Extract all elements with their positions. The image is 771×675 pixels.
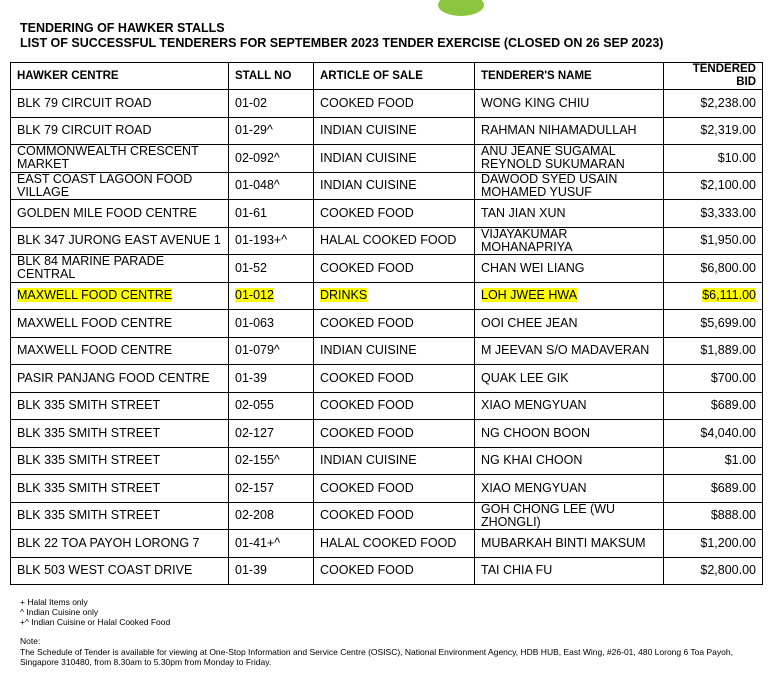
- document-title: [20, 21, 663, 51]
- cell-hawker-centre-text: EAST COAST LAGOON FOOD VILLAGE: [17, 172, 193, 199]
- cell-stall-no: [229, 337, 314, 365]
- table-row: [11, 227, 763, 255]
- cell-tendered-bid-text: $689.00: [710, 398, 756, 413]
- cell-stall-no-text: 01-063: [235, 315, 274, 330]
- cell-tenderer-name: [475, 365, 664, 393]
- cell-article-of-sale-text: COOKED FOOD: [320, 508, 414, 523]
- cell-tendered-bid: [664, 530, 763, 558]
- cell-article-of-sale: [314, 365, 475, 393]
- title-line-1: TENDERING OF HAWKER STALLS: [20, 21, 225, 35]
- cell-stall-no-text: 01-61: [235, 205, 267, 220]
- cell-stall-no: [229, 557, 314, 585]
- cell-tenderer-name: [475, 255, 664, 283]
- cell-tendered-bid-text: $2,800.00: [700, 563, 756, 578]
- cell-tenderer-name: [475, 117, 664, 145]
- cell-tenderer-name-text: XIAO MENGYUAN: [481, 398, 587, 413]
- note: [20, 636, 750, 668]
- cell-article-of-sale: [314, 117, 475, 145]
- cell-tenderer-name-text: WONG KING CHIU: [481, 95, 590, 110]
- table-row: [11, 117, 763, 145]
- cell-hawker-centre: [11, 502, 229, 530]
- cell-hawker-centre: [11, 365, 229, 393]
- cell-tenderer-name: [475, 475, 664, 503]
- header-stall-no: STALL NO: [229, 63, 314, 90]
- cell-tendered-bid-text: $6,111.00: [702, 288, 756, 303]
- cell-stall-no-text: 01-29^: [235, 123, 273, 138]
- cell-tendered-bid-text: $3,333.00: [700, 205, 756, 220]
- cell-tenderer-name: [475, 392, 664, 420]
- cell-tenderer-name: [475, 90, 664, 118]
- cell-stall-no: [229, 227, 314, 255]
- cell-tenderer-name-text: MUBARKAH BINTI MAKSUM: [481, 535, 646, 550]
- cell-tendered-bid-text: $10.00: [717, 150, 756, 165]
- cell-tenderer-name: [475, 282, 664, 310]
- cell-stall-no: [229, 447, 314, 475]
- cell-hawker-centre-text: BLK 22 TOA PAYOH LORONG 7: [17, 535, 200, 550]
- cell-stall-no-text: 02-127: [235, 425, 274, 440]
- cell-article-of-sale: [314, 420, 475, 448]
- cell-hawker-centre: [11, 282, 229, 310]
- cell-article-of-sale: [314, 145, 475, 173]
- cell-tendered-bid-text: $2,100.00: [700, 178, 756, 193]
- cell-article-of-sale-text: COOKED FOOD: [320, 315, 414, 330]
- cell-article-of-sale-text: INDIAN CUISINE: [320, 123, 417, 138]
- table-row: [11, 200, 763, 228]
- cell-stall-no: [229, 172, 314, 200]
- cell-hawker-centre-text: BLK 503 WEST COAST DRIVE: [17, 563, 193, 578]
- cell-stall-no-text: 01-39: [235, 370, 267, 385]
- legend: [20, 597, 170, 628]
- cell-hawker-centre: [11, 337, 229, 365]
- cell-tendered-bid: [664, 227, 763, 255]
- cell-tenderer-name: [475, 172, 664, 200]
- cell-article-of-sale: [314, 227, 475, 255]
- tenderers-table: [10, 62, 763, 585]
- cell-stall-no: [229, 365, 314, 393]
- cell-hawker-centre: [11, 145, 229, 173]
- table-row: [11, 530, 763, 558]
- cell-article-of-sale-text: HALAL COOKED FOOD: [320, 535, 457, 550]
- cell-hawker-centre: [11, 172, 229, 200]
- cell-tendered-bid-text: $689.00: [710, 480, 756, 495]
- cell-tendered-bid: [664, 145, 763, 173]
- cell-hawker-centre-text: BLK 79 CIRCUIT ROAD: [17, 95, 152, 110]
- cell-stall-no: [229, 475, 314, 503]
- cell-tenderer-name: [475, 420, 664, 448]
- cell-tendered-bid-text: $2,319.00: [700, 123, 756, 138]
- cell-article-of-sale: [314, 200, 475, 228]
- cell-tenderer-name-text: OOI CHEE JEAN: [481, 315, 578, 330]
- cell-hawker-centre: [11, 557, 229, 585]
- cell-tendered-bid: [664, 255, 763, 283]
- cell-stall-no: [229, 200, 314, 228]
- decorative-logo-shape: [438, 0, 484, 16]
- legend-indian-or-halal: +^ Indian Cuisine or Halal Cooked Food: [20, 617, 171, 628]
- cell-hawker-centre: [11, 227, 229, 255]
- cell-tendered-bid-text: $888.00: [710, 508, 756, 523]
- table-row: [11, 90, 763, 118]
- cell-article-of-sale-text: COOKED FOOD: [320, 370, 414, 385]
- cell-tendered-bid: [664, 337, 763, 365]
- note-label: Note:: [20, 636, 41, 646]
- cell-stall-no-text: 01-52: [235, 260, 267, 275]
- cell-stall-no: [229, 530, 314, 558]
- cell-tendered-bid-text: $4,040.00: [700, 425, 756, 440]
- cell-stall-no: [229, 420, 314, 448]
- cell-hawker-centre: [11, 530, 229, 558]
- cell-article-of-sale-text: INDIAN CUISINE: [320, 453, 417, 468]
- cell-tendered-bid: [664, 475, 763, 503]
- cell-tenderer-name: [475, 337, 664, 365]
- cell-hawker-centre: [11, 117, 229, 145]
- cell-hawker-centre: [11, 90, 229, 118]
- cell-article-of-sale: [314, 172, 475, 200]
- cell-article-of-sale: [314, 447, 475, 475]
- cell-tendered-bid: [664, 200, 763, 228]
- cell-tendered-bid: [664, 90, 763, 118]
- note-text: The Schedule of Tender is available for viewing at One-Stop Information and Service Centre (OSISC), National Environment Agency, HDB HUB, East Wing, #26-01, 480 Lorong 6 Toa Payoh, Singapore 310480, from 8.30am to 5.30pm from Monday to Friday.: [20, 646, 733, 668]
- cell-tenderer-name: [475, 227, 664, 255]
- cell-tenderer-name: [475, 310, 664, 338]
- cell-hawker-centre-text: MAXWELL FOOD CENTRE: [17, 343, 173, 358]
- cell-tenderer-name-text: GOH CHONG LEE (WU ZHONGLI): [481, 502, 616, 529]
- cell-stall-no-text: 02-055: [235, 398, 274, 413]
- cell-stall-no-text: 02-092^: [235, 150, 280, 165]
- cell-tendered-bid-text: $1,889.00: [700, 343, 756, 358]
- cell-tendered-bid: [664, 172, 763, 200]
- table-row: [11, 255, 763, 283]
- table-row: [11, 365, 763, 393]
- header-tenderer-name: TENDERER'S NAME: [475, 63, 664, 90]
- cell-stall-no-text: 01-079^: [235, 343, 280, 358]
- cell-stall-no-text: 02-208: [235, 508, 274, 523]
- cell-stall-no-text: 01-012: [235, 288, 274, 303]
- cell-hawker-centre-text: BLK 335 SMITH STREET: [17, 425, 161, 440]
- cell-tenderer-name: [475, 557, 664, 585]
- cell-hawker-centre: [11, 447, 229, 475]
- cell-article-of-sale: [314, 392, 475, 420]
- table-row: [11, 475, 763, 503]
- table-row: [11, 420, 763, 448]
- cell-stall-no: [229, 145, 314, 173]
- table-row: [11, 392, 763, 420]
- header-tendered-bid: TENDERED BID: [664, 63, 763, 90]
- cell-tendered-bid: [664, 557, 763, 585]
- cell-hawker-centre: [11, 392, 229, 420]
- cell-article-of-sale: [314, 530, 475, 558]
- cell-article-of-sale-text: INDIAN CUISINE: [320, 343, 417, 358]
- cell-tenderer-name-text: ANU JEANE SUGAMAL REYNOLD SUKUMARAN: [481, 144, 625, 172]
- cell-stall-no-text: 02-155^: [235, 453, 280, 468]
- cell-stall-no: [229, 255, 314, 283]
- cell-hawker-centre-text: BLK 335 SMITH STREET: [17, 398, 161, 413]
- cell-stall-no: [229, 310, 314, 338]
- cell-hawker-centre-text: MAXWELL FOOD CENTRE: [17, 288, 173, 303]
- cell-tenderer-name-text: TAN JIAN XUN: [481, 205, 566, 220]
- cell-tendered-bid-text: $1.00: [724, 453, 756, 468]
- cell-tenderer-name-text: CHAN WEI LIANG: [481, 260, 585, 275]
- cell-stall-no-text: 01-193+^: [235, 233, 288, 248]
- cell-stall-no-text: 02-157: [235, 480, 274, 495]
- cell-article-of-sale-text: INDIAN CUISINE: [320, 150, 417, 165]
- cell-article-of-sale-text: COOKED FOOD: [320, 425, 414, 440]
- cell-tenderer-name-text: DAWOOD SYED USAIN MOHAMED YUSUF: [481, 172, 618, 199]
- cell-article-of-sale: [314, 337, 475, 365]
- cell-tendered-bid-text: $5,699.00: [700, 315, 756, 330]
- cell-tenderer-name: [475, 200, 664, 228]
- cell-tenderer-name: [475, 447, 664, 475]
- cell-article-of-sale: [314, 282, 475, 310]
- cell-article-of-sale: [314, 502, 475, 530]
- header-article-of-sale: ARTICLE OF SALE: [314, 63, 475, 90]
- cell-article-of-sale-text: COOKED FOOD: [320, 563, 414, 578]
- cell-tenderer-name: [475, 502, 664, 530]
- cell-article-of-sale-text: DRINKS: [320, 288, 368, 303]
- cell-tendered-bid-text: $6,800.00: [700, 260, 756, 275]
- table-header-row: [11, 63, 763, 90]
- table-row: [11, 282, 763, 310]
- table-row: [11, 447, 763, 475]
- cell-hawker-centre-text: BLK 335 SMITH STREET: [17, 480, 161, 495]
- cell-tenderer-name: [475, 530, 664, 558]
- cell-hawker-centre-text: GOLDEN MILE FOOD CENTRE: [17, 205, 197, 220]
- cell-tenderer-name-text: LOH JWEE HWA: [481, 288, 578, 303]
- cell-article-of-sale: [314, 310, 475, 338]
- cell-tendered-bid: [664, 502, 763, 530]
- cell-stall-no: [229, 90, 314, 118]
- cell-tenderer-name: [475, 145, 664, 173]
- legend-indian: ^ Indian Cuisine only: [20, 607, 99, 618]
- cell-tendered-bid: [664, 117, 763, 145]
- cell-article-of-sale-text: COOKED FOOD: [320, 260, 414, 275]
- cell-article-of-sale: [314, 475, 475, 503]
- cell-tendered-bid-text: $2,238.00: [700, 95, 756, 110]
- cell-stall-no-text: 01-048^: [235, 178, 280, 193]
- cell-tenderer-name-text: M JEEVAN S/O MADAVERAN: [481, 343, 650, 358]
- cell-tendered-bid: [664, 392, 763, 420]
- cell-tendered-bid: [664, 310, 763, 338]
- cell-article-of-sale: [314, 255, 475, 283]
- cell-tendered-bid-text: $700.00: [710, 370, 756, 385]
- cell-hawker-centre-text: BLK 347 JURONG EAST AVENUE 1: [17, 233, 221, 248]
- cell-article-of-sale-text: COOKED FOOD: [320, 480, 414, 495]
- header-hawker-centre: HAWKER CENTRE: [11, 63, 229, 90]
- cell-tenderer-name-text: NG CHOON BOON: [481, 425, 591, 440]
- cell-tendered-bid-text: $1,200.00: [700, 535, 756, 550]
- cell-tendered-bid-text: $1,950.00: [700, 233, 756, 248]
- cell-stall-no: [229, 282, 314, 310]
- cell-article-of-sale: [314, 557, 475, 585]
- cell-article-of-sale-text: COOKED FOOD: [320, 398, 414, 413]
- cell-article-of-sale-text: INDIAN CUISINE: [320, 178, 417, 193]
- cell-tenderer-name-text: NG KHAI CHOON: [481, 453, 583, 468]
- cell-tenderer-name-text: RAHMAN NIHAMADULLAH: [481, 123, 637, 138]
- cell-hawker-centre-text: PASIR PANJANG FOOD CENTRE: [17, 370, 210, 385]
- cell-stall-no-text: 01-41+^: [235, 535, 281, 550]
- cell-hawker-centre: [11, 255, 229, 283]
- cell-tendered-bid: [664, 282, 763, 310]
- cell-tenderer-name-text: TAI CHIA FU: [481, 563, 553, 578]
- cell-tendered-bid: [664, 447, 763, 475]
- cell-hawker-centre-text: MAXWELL FOOD CENTRE: [17, 315, 173, 330]
- cell-article-of-sale-text: HALAL COOKED FOOD: [320, 233, 457, 248]
- cell-stall-no: [229, 502, 314, 530]
- cell-hawker-centre: [11, 420, 229, 448]
- cell-hawker-centre-text: BLK 335 SMITH STREET: [17, 453, 161, 468]
- cell-article-of-sale-text: COOKED FOOD: [320, 205, 414, 220]
- cell-hawker-centre-text: BLK 335 SMITH STREET: [17, 508, 161, 523]
- cell-hawker-centre-text: BLK 84 MARINE PARADE CENTRAL: [17, 254, 165, 282]
- cell-hawker-centre: [11, 200, 229, 228]
- cell-tenderer-name-text: QUAK LEE GIK: [481, 370, 569, 385]
- cell-hawker-centre: [11, 310, 229, 338]
- legend-halal: + Halal Items only: [20, 597, 88, 607]
- table-row: [11, 502, 763, 530]
- table-row: [11, 557, 763, 585]
- table-row: [11, 310, 763, 338]
- cell-article-of-sale-text: COOKED FOOD: [320, 95, 414, 110]
- cell-tenderer-name-text: VIJAYAKUMAR MOHANAPRIYA: [481, 227, 573, 254]
- table-row: [11, 337, 763, 365]
- cell-stall-no-text: 01-39: [235, 563, 267, 578]
- cell-tendered-bid: [664, 365, 763, 393]
- title-line-2: LIST OF SUCCESSFUL TENDERERS FOR SEPTEMBER 2023 TENDER EXERCISE (CLOSED ON 26 SEP 2023): [20, 36, 664, 50]
- cell-hawker-centre-text: COMMONWEALTH CRESCENT MARKET: [17, 144, 199, 172]
- cell-stall-no: [229, 392, 314, 420]
- cell-stall-no-text: 01-02: [235, 95, 267, 110]
- cell-hawker-centre-text: BLK 79 CIRCUIT ROAD: [17, 123, 152, 138]
- cell-tendered-bid: [664, 420, 763, 448]
- table-row: [11, 145, 763, 173]
- cell-article-of-sale: [314, 90, 475, 118]
- cell-stall-no: [229, 117, 314, 145]
- cell-hawker-centre: [11, 475, 229, 503]
- table-row: [11, 172, 763, 200]
- cell-tenderer-name-text: XIAO MENGYUAN: [481, 480, 587, 495]
